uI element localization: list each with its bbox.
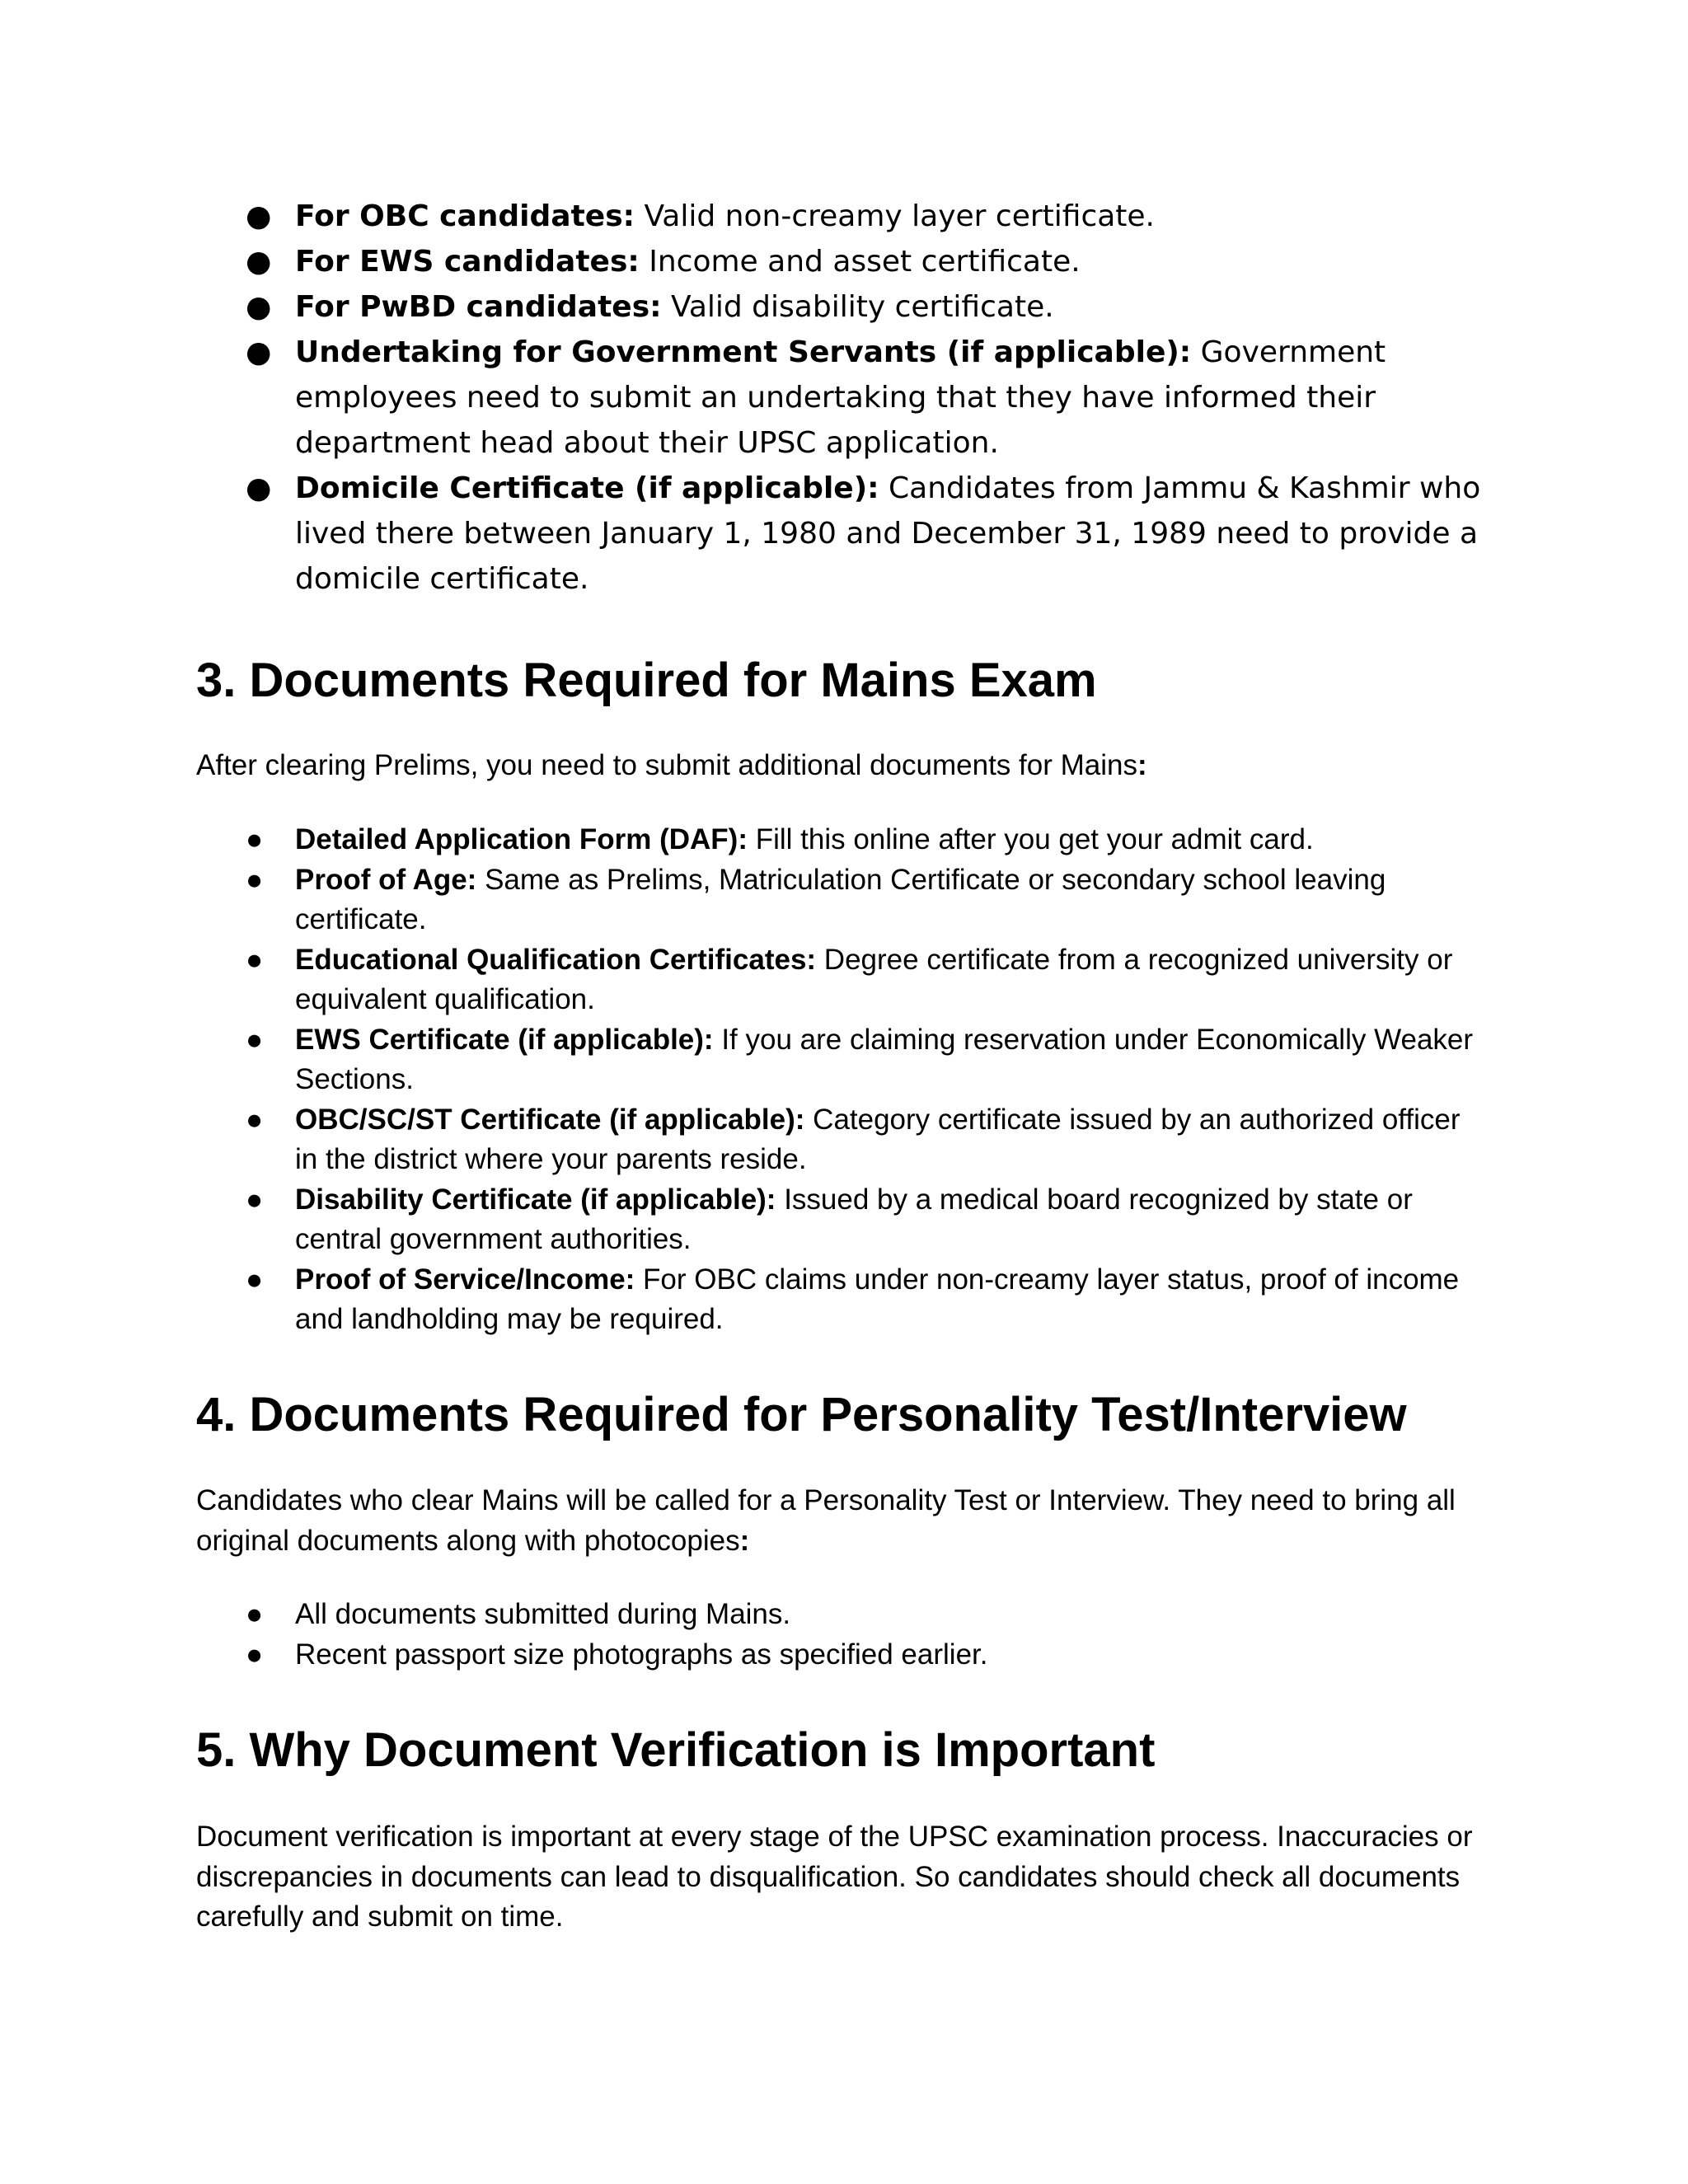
section-4-heading: 4. Documents Required for Personality Test/Interview [196,1388,1407,1441]
section-4-intro [196,1481,1498,1561]
bullet-icon: ● [246,335,272,369]
item-label: Proof of Service/Income: [295,1263,635,1296]
bullet-icon: ● [246,1638,264,1671]
bullet-icon: ● [246,1023,264,1056]
bullet-icon: ● [246,1598,264,1630]
intro-text: Candidates who clear Mains will be called for a Personality Test or Interview. They need to bring all original documents along with photocopies [196,1484,1456,1557]
item-text: Issued by a medical board recognized by state or central government authorities. [295,1183,1413,1255]
bullet-icon: ● [246,1103,264,1136]
intro-colon: : [739,1524,750,1557]
intro-colon: : [1137,749,1147,781]
interview-documents-list [196,1595,1482,1675]
bullet-icon: ● [246,823,264,855]
item-text: Degree certificate from a recognized university or equivalent qualification. [295,943,1453,1015]
category-certificates-list [196,194,1482,602]
list-item [196,194,1482,239]
item-label: Undertaking for Government Servants (if applicable): [295,335,1192,369]
item-text: If you are claiming reservation under Economically Weaker Sections. [295,1023,1474,1095]
item-text: Income and asset certificate. [639,245,1081,279]
bullet-icon: ● [246,943,264,976]
bullet-icon: ● [246,1263,264,1296]
section-3-intro [196,746,1498,786]
item-label: Proof of Age: [295,863,477,896]
item-label: For PwBD candidates: [295,290,662,324]
bullet-icon: ● [246,1183,264,1216]
item-label: For EWS candidates: [295,245,640,279]
list-item [196,1595,1482,1635]
bullet-icon: ● [246,245,272,279]
list-item [196,239,1482,284]
bullet-icon: ● [246,471,272,505]
item-text: Same as Prelims, Matriculation Certificate or secondary school leaving certificate. [295,863,1386,935]
item-text: Fill this online after you get your admit card. [747,823,1314,855]
item-text: Candidates from Jammu & Kashmir who lived there between January 1, 1980 and December 31, 1989 need to provide a domicile certificate. [295,471,1481,596]
section-5-heading: 5. Why Document Verification is Important [196,1723,1156,1777]
item-label: For OBC candidates: [295,199,635,233]
list-item [196,1020,1482,1100]
list-item [196,940,1482,1020]
item-label: OBC/SC/ST Certificate (if applicable): [295,1103,805,1136]
item-label: Detailed Application Form (DAF): [295,823,748,855]
section-3-heading: 3. Documents Required for Mains Exam [196,654,1097,707]
item-label: EWS Certificate (if applicable): [295,1023,714,1056]
item-text: All documents submitted during Mains. [295,1598,791,1630]
list-item [196,1100,1482,1180]
list-item [196,820,1482,860]
intro-text: After clearing Prelims, you need to submit additional documents for Mains [196,749,1137,781]
item-text: For OBC claims under non-creamy layer status, proof of income and landholding may be required. [295,1263,1460,1335]
bullet-icon: ● [246,199,272,233]
bullet-icon: ● [246,290,272,324]
item-text: Category certificate issued by an authorized officer in the district where your parents reside. [295,1103,1461,1175]
item-text: Valid disability certificate. [661,290,1054,324]
list-item [196,1260,1482,1340]
item-text: Recent passport size photographs as specified earlier. [295,1638,988,1671]
list-item [196,1180,1482,1260]
item-label: Disability Certificate (if applicable): [295,1183,776,1216]
item-text: Government employees need to submit an undertaking that they have informed their department head about their UPSC application. [295,335,1386,460]
list-item [196,860,1482,940]
list-item [196,330,1482,466]
item-label: Domicile Certificate (if applicable): [295,471,879,505]
list-item [196,1635,1482,1675]
section-5-body: Document verification is important at every stage of the UPSC examination process. Inaccuracies or discrepancies in documents can lead to disqualification. So candidates should check all documents carefully and submit on time. [196,1821,1473,1933]
item-label: Educational Qualification Certificates: [295,943,817,976]
item-text: Valid non-creamy layer certificate. [635,199,1155,233]
list-item [196,284,1482,330]
mains-documents-list [196,820,1482,1340]
list-item [196,466,1482,602]
bullet-icon: ● [246,863,264,896]
